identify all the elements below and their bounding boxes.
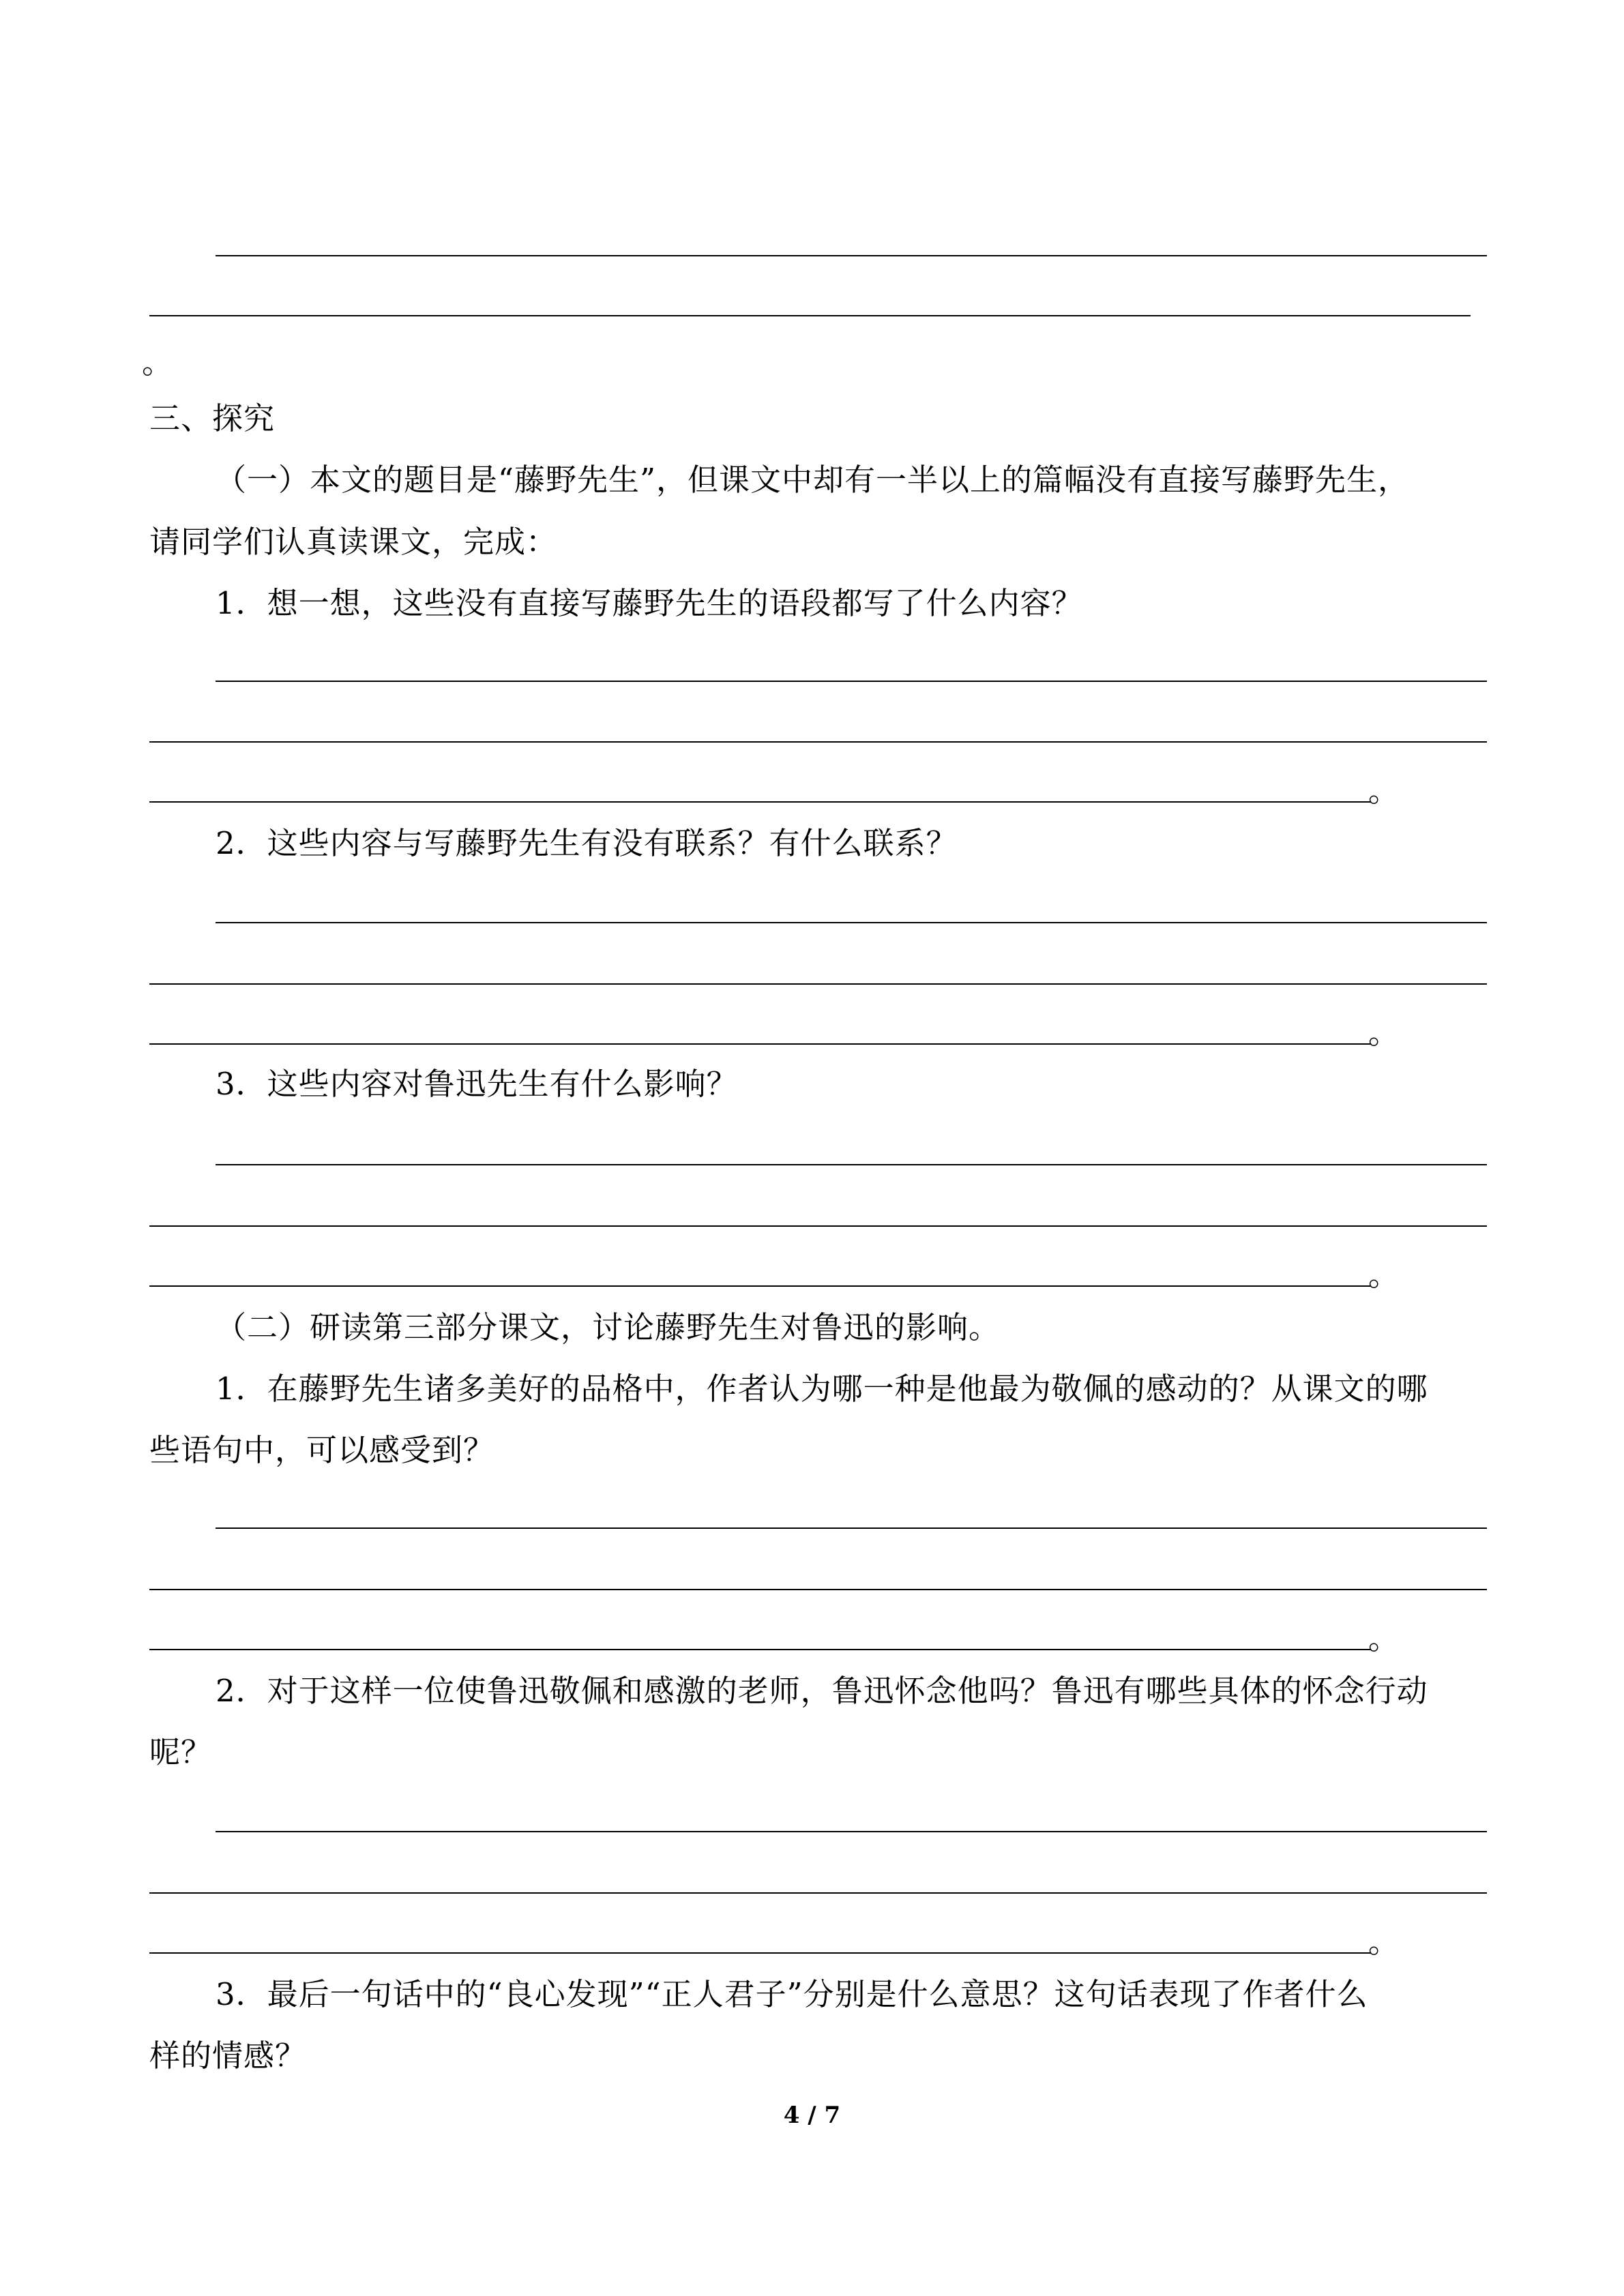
answer-line[interactable] [216,1164,1487,1165]
answer-line[interactable] [149,1892,1487,1894]
answer-line[interactable] [149,1285,1371,1287]
answer-end-mark: 。 [1368,1620,1400,1656]
answer-line[interactable] [149,1225,1487,1227]
part2-question-2-line1: 2．对于这样一位使鲁迅敬佩和感激的老师，鲁迅怀念他吗？鲁迅有哪些具体的怀念行动 [216,1673,1428,1709]
part2-question-2-line2: 呢？ [149,1734,213,1770]
page-number: 4 / 7 [783,2102,841,2129]
answer-line[interactable] [149,983,1487,985]
part2-question-1-line2: 些语句中，可以感受到？ [149,1432,495,1468]
answer-line[interactable] [216,1527,1487,1529]
part1-intro-line1: （一）本文的题目是“藤野先生”，但课文中却有一半以上的篇幅没有直接写藤野先生， [216,462,1410,498]
answer-end-mark: 。 [1368,1257,1400,1293]
answer-end-mark: 。 [1368,773,1400,809]
answer-line[interactable] [149,741,1487,743]
part2-question-3-line1: 3．最后一句话中的“良心发现”“正人君子”分别是什么意思？这句话表现了作者什么 [216,1976,1368,2012]
part2-question-1-line1: 1．在藤野先生诸多美好的品格中，作者认为哪一种是他最为敬佩的感动的？从课文的哪 [216,1371,1428,1407]
part1-question-1: 1．想一想，这些没有直接写藤野先生的语段都写了什么内容？ [216,585,1083,621]
answer-end-mark: 。 [1368,1924,1400,1960]
answer-line[interactable] [149,315,1471,316]
answer-line[interactable] [216,681,1487,682]
answer-line[interactable] [149,1043,1371,1045]
answer-line[interactable] [216,1831,1487,1832]
part1-intro-line2: 请同学们认真读课文，完成： [149,524,558,560]
answer-line[interactable] [149,801,1371,803]
part2-intro: （二）研读第三部分课文，讨论藤野先生对鲁迅的影响。 [216,1309,1001,1345]
answer-line[interactable] [216,255,1487,256]
answer-line[interactable] [149,1649,1371,1650]
answer-end-mark: 。 [142,344,173,381]
answer-line[interactable] [149,1952,1371,1954]
answer-end-mark: 。 [1368,1015,1400,1051]
part1-question-3: 3．这些内容对鲁迅先生有什么影响？ [216,1066,738,1102]
answer-line[interactable] [216,922,1487,923]
answer-line[interactable] [149,1589,1487,1590]
part2-question-3-line2: 样的情感？ [149,2038,307,2074]
part1-question-2: 2．这些内容与写藤野先生有没有联系？有什么联系？ [216,825,958,861]
section-heading: 三、探究 [149,400,276,436]
